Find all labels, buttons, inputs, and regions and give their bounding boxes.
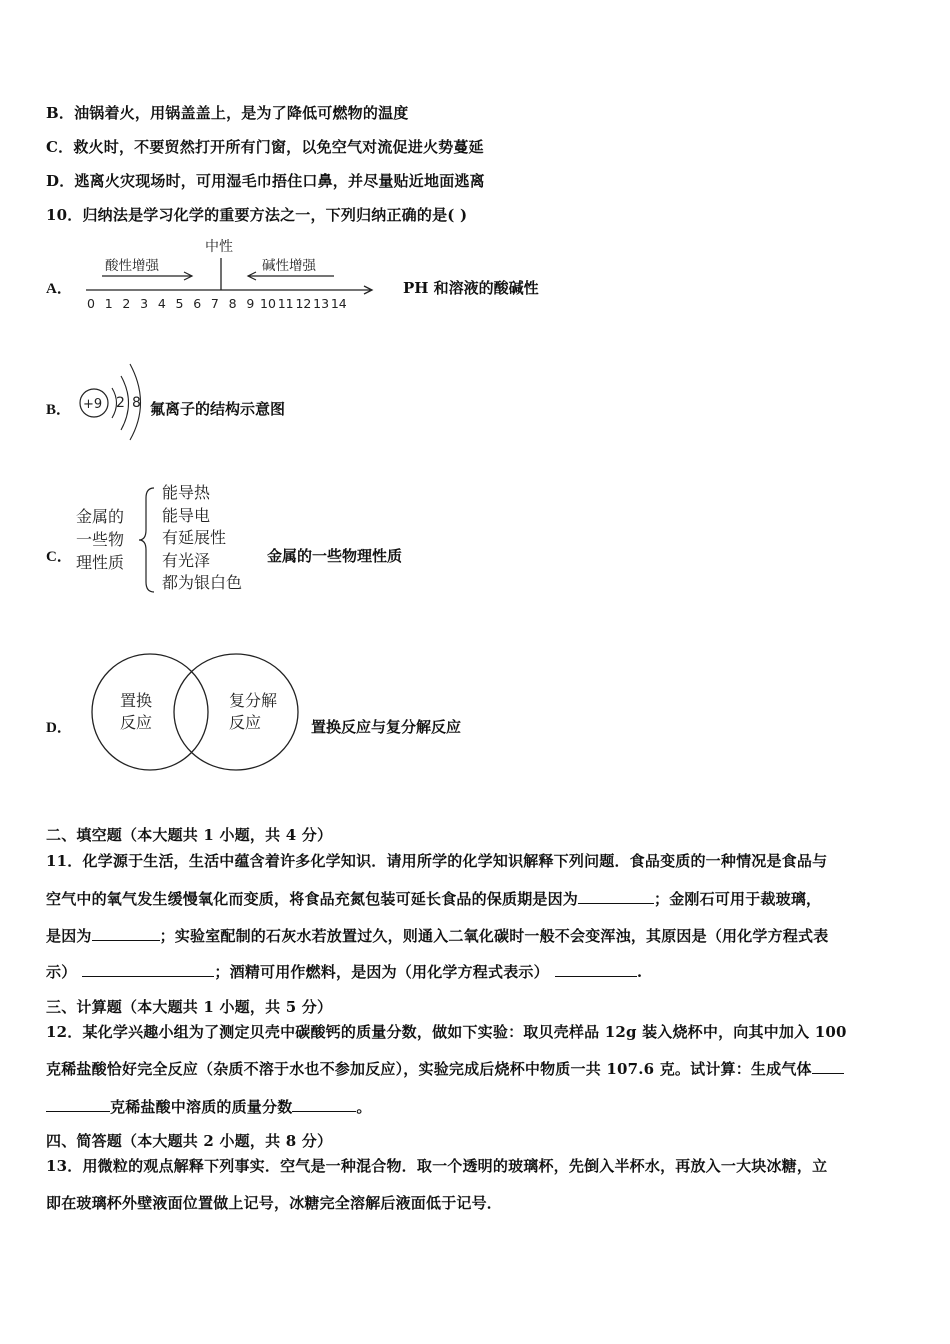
q10-option-a-caption: PH 和溶液的酸碱性: [403, 279, 539, 297]
q10-option-b-label: B．: [46, 402, 72, 418]
q12-line2-text: 克稀盐酸恰好完全反应（杂质不溶于水也不参加反应），实验完成后烧杯中物质一共 107.6 克。试计算：生成气体: [46, 1060, 812, 1078]
q11-line3-text-b: ；实验室配制的石灰水若放置过久，则通入二氧化碳时一般不会变浑浊，其原因是（用化学方程式表: [159, 927, 829, 945]
section3-heading: 三、计算题（本大题共 1 小题，共 5 分）: [46, 998, 333, 1016]
q10-option-d-caption: 置换反应与复分解反应: [311, 718, 462, 736]
q10-stem: 10．归纳法是学习化学的重要方法之一，下列归纳正确的是( ): [46, 206, 468, 224]
displacement-label-1: 置换: [120, 691, 153, 710]
ph-tick-label: 0: [87, 296, 95, 311]
q11-line3-text-a: 是因为: [46, 927, 92, 945]
metal-prop-item: 有光泽: [162, 550, 211, 570]
metal-props-left: [76, 505, 124, 574]
q11-line4-text-a: 示）: [46, 963, 77, 981]
q11-line2-text-a: 空气中的氧气发生缓慢氧化而变质，将食品充氮包装可延长食品的保质期是因为: [46, 890, 579, 908]
metal-prop-item: 都为银白色: [162, 573, 243, 592]
ph-tick-label: 3: [140, 296, 149, 311]
q13-line1: 13．用微粒的观点解释下列事实．空气是一种混合物．取一个透明的玻璃杯，先倒入半杯水，再放入一大块冰糖，立: [46, 1157, 828, 1175]
q11-line4-text-c: .: [636, 963, 643, 981]
answer-blank[interactable]: [812, 1059, 844, 1074]
q13-line2: 即在玻璃杯外壁液面位置做上记号，冰糖完全溶解后液面低于记号．: [46, 1194, 503, 1212]
q11-line2-text-b: ；金刚石可用于裁玻璃，: [654, 890, 822, 908]
answer-blank[interactable]: [46, 1097, 110, 1112]
double-decomp-label-2: 反应: [229, 713, 262, 732]
ph-ticks: [87, 296, 347, 311]
q11-line2: [46, 888, 821, 909]
displacement-label-2: 反应: [120, 713, 153, 732]
q12-line1: 12．某化学兴趣小组为了测定贝壳中碳酸钙的质量分数，做如下实验：取贝壳样品 12g 装入烧杯中，向其中加入 100: [46, 1023, 847, 1041]
answer-blank[interactable]: [92, 926, 160, 941]
q10-option-b-caption: 氟离子的结构示意图: [150, 400, 286, 418]
base-label: 碱性增强: [262, 258, 316, 274]
q9-option-b: B．油锅着火，用锅盖盖上，是为了降低可燃物的温度: [46, 104, 409, 122]
answer-blank[interactable]: [578, 889, 654, 904]
ph-tick-label: 1: [104, 296, 113, 311]
q12-line2: [46, 1058, 844, 1079]
metal-left-line: 理性质: [76, 553, 125, 572]
double-decomp-circle: [174, 654, 298, 770]
q10-option-c-label: C．: [46, 549, 72, 565]
answer-blank[interactable]: [82, 962, 214, 977]
q11-line1: 11．化学源于生活，生活中蕴含着许多化学知识．请用所学的化学知识解释下列问题．食品变质的一种情况是食品与: [46, 852, 828, 870]
q10-option-d-label: D．: [46, 720, 72, 736]
metal-prop-item: 能导电: [162, 505, 211, 525]
ph-tick-label: 8: [228, 296, 237, 311]
q12-line3-text-a: 克稀盐酸中溶质的质量分数: [110, 1098, 293, 1116]
q9-option-d: D．逃离火灾现场时，可用湿毛巾捂住口鼻，并尽量贴近地面逃离: [46, 172, 485, 190]
ph-tick-label: 2: [122, 296, 131, 311]
metal-left-line: 金属的: [76, 507, 125, 526]
section4-heading: 四、简答题（本大题共 2 小题，共 8 分）: [46, 1132, 333, 1150]
double-decomp-label-1: 复分解: [229, 691, 278, 710]
ph-scale-diagram: [80, 232, 380, 314]
ph-tick-label: 11: [277, 296, 294, 311]
ph-tick-label: 9: [246, 296, 255, 311]
ph-tick-label: 4: [157, 296, 166, 311]
ph-tick-label: 6: [193, 296, 202, 311]
metal-prop-item: 能导热: [162, 483, 211, 502]
ph-tick-label: 7: [210, 296, 219, 311]
displacement-circle: [92, 654, 208, 770]
ph-tick-label: 12: [295, 296, 312, 311]
ph-tick-label: 10: [260, 296, 276, 311]
metal-props-list: [162, 482, 242, 595]
q11-line4: [46, 961, 642, 982]
curly-brace: [136, 484, 160, 596]
shell2-electrons: 8: [132, 395, 141, 411]
shell1-electrons: 2: [116, 395, 125, 411]
q10-option-c-caption: 金属的一些物理性质: [267, 547, 403, 565]
reaction-venn-diagram: [86, 650, 306, 776]
nucleus-charge: +9: [83, 397, 103, 412]
q11-line4-text-b: ；酒精可用作燃料，是因为（用化学方程式表示）: [214, 963, 549, 981]
answer-blank[interactable]: [555, 962, 637, 977]
ph-tick-label: 5: [175, 296, 184, 311]
q10-option-a-label: A．: [46, 281, 72, 297]
metal-left-line: 一些物: [76, 530, 125, 549]
q12-line3: [46, 1096, 372, 1117]
ph-tick-label: 14: [330, 296, 347, 311]
neutral-label: 中性: [205, 239, 233, 255]
section2-heading: 二、填空题（本大题共 1 小题，共 4 分）: [46, 826, 333, 844]
q12-line3-text-b: 。: [356, 1098, 372, 1116]
ph-tick-label: 13: [313, 296, 330, 311]
metal-prop-item: 有延展性: [162, 528, 227, 547]
fluoride-ion-diagram: [74, 356, 154, 444]
q11-line3: [46, 925, 828, 946]
acid-label: 酸性增强: [105, 258, 159, 274]
q9-option-c: C．救火时，不要贸然打开所有门窗，以免空气对流促进火势蔓延: [46, 138, 484, 156]
answer-blank[interactable]: [292, 1097, 356, 1112]
